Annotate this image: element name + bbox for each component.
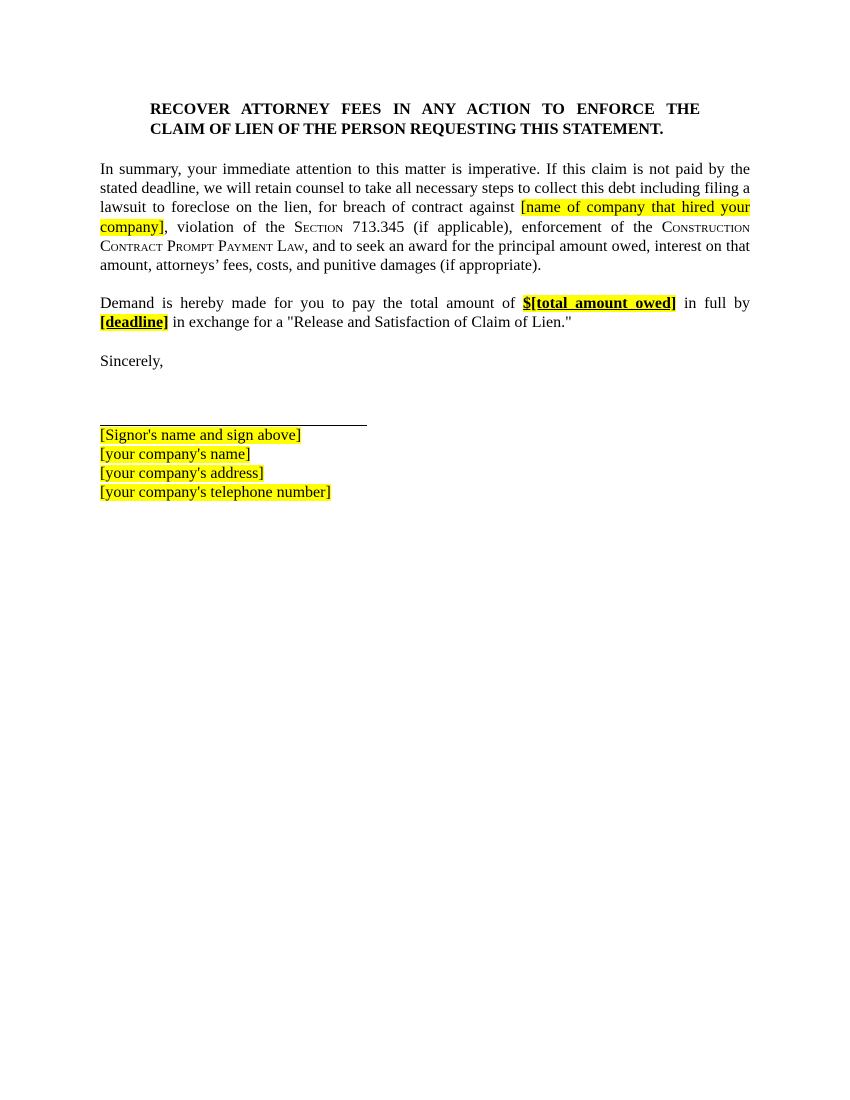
summary-text-a: In summary, your immediate attention to this matter is imperative. If this claim is not paid by the stated deadline, we will retain counsel to take all necessary steps to collect this debt including filing a lawsuit to foreclose on the lien, for breach of contract against: [100, 161, 750, 217]
deadline-placeholder: [deadline]: [100, 314, 169, 332]
heading-line-2: CLAIM OF LIEN OF THE PERSON REQUESTING THIS STATEMENT.: [150, 121, 664, 138]
law-name: Construction Contract Prompt Payment Law: [100, 218, 751, 255]
amount-placeholder: $[total amount owed]: [523, 295, 677, 313]
summary-text-d: , and to seek an award for the principal amount owed, interest on that amount, attorneys’ fees, costs, and punitive damages (if appropriate).: [100, 237, 750, 275]
signature-block: [100, 426, 750, 503]
signature-line: [100, 409, 367, 426]
heading-line-1: RECOVER ATTORNEY FEES IN ANY ACTION TO ENFORCE THE: [150, 101, 700, 118]
document-page: [100, 100, 750, 503]
demand-text-b: in full by: [676, 295, 751, 313]
demand-text-c: in exchange for a "Release and Satisfaction of Claim of Lien.": [168, 314, 572, 332]
company-phone-placeholder: [your company's telephone number]: [100, 484, 331, 502]
demand-text-a: Demand is hereby made for you to pay the total amount of: [100, 295, 524, 313]
summary-text-c: 713.345 (if applicable), enforcement of the: [343, 218, 662, 236]
document-heading: [150, 100, 700, 140]
summary-paragraph: [100, 160, 750, 275]
company-placeholder: [name of company that hired your company]: [100, 199, 751, 236]
company-name-placeholder: [your company's name]: [100, 446, 251, 464]
demand-paragraph: [100, 294, 750, 332]
section-label: Section: [294, 218, 344, 236]
signor-placeholder: [Signor's name and sign above]: [100, 426, 302, 444]
closing: Sincerely,: [100, 352, 164, 370]
company-address-placeholder: [your company's address]: [100, 465, 264, 483]
summary-text-b: , violation of the: [163, 218, 295, 236]
